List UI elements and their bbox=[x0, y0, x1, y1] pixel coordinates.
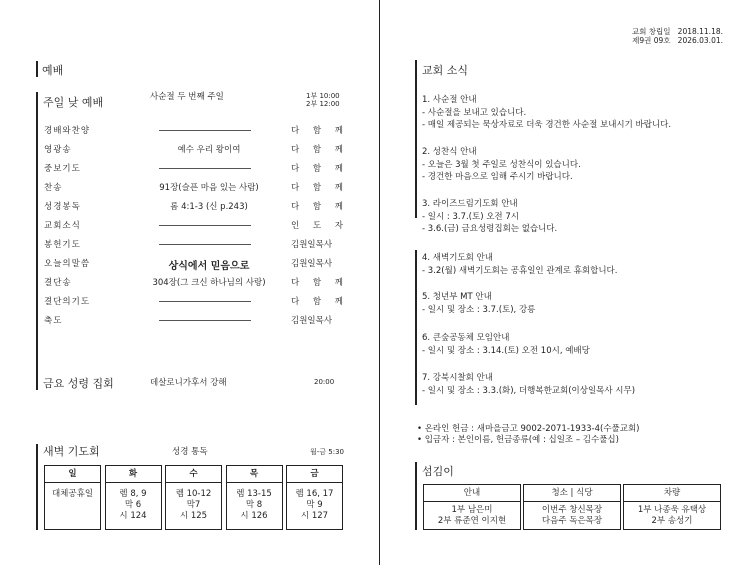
order-blank-line bbox=[159, 168, 251, 169]
section-bar bbox=[415, 60, 417, 218]
page-divider bbox=[379, 0, 380, 565]
day-header: 목 bbox=[227, 466, 282, 483]
order-label: 찬송 bbox=[44, 183, 63, 193]
day-header: 화 bbox=[106, 466, 161, 483]
server-line: 이번주 창신목장 bbox=[541, 505, 603, 515]
news-heading: 1. 사순절 안내 bbox=[422, 95, 477, 105]
news-item bbox=[422, 198, 557, 236]
dawn-day-cell bbox=[165, 465, 222, 530]
news-title: 교회 소식 bbox=[422, 64, 469, 77]
news-heading: 4. 새벽기도회 안내 bbox=[422, 253, 493, 263]
order-row bbox=[44, 200, 344, 214]
order-content: 상식에서 믿음으로 bbox=[168, 261, 250, 272]
order-label: 교회소식 bbox=[44, 221, 81, 231]
order-row bbox=[44, 162, 344, 176]
server-cell bbox=[523, 484, 621, 530]
dawn-subtitle: 성경 통독 bbox=[172, 447, 208, 457]
news-heading: 7. 강북시찰회 안내 bbox=[422, 373, 493, 383]
volume-number: 제9권 09호 bbox=[632, 36, 671, 45]
news-item bbox=[422, 146, 581, 184]
server-line: 2부 송성기 bbox=[651, 516, 693, 526]
news-line: - 일시 및 장소 : 3.14.(토) 오전 10시, 예배당 bbox=[422, 345, 590, 356]
order-content: 예수 우리 왕이여 bbox=[177, 145, 241, 155]
order-blank-line bbox=[159, 301, 251, 302]
order-label: 중보기도 bbox=[44, 164, 81, 174]
news-heading: 2. 성찬식 안내 bbox=[422, 147, 477, 157]
order-leader: 다 함 께 bbox=[291, 126, 343, 136]
order-row bbox=[44, 181, 344, 195]
order-blank-line bbox=[159, 244, 251, 245]
founded-date: 2018.11.18. bbox=[677, 27, 723, 36]
order-label: 결단의기도 bbox=[44, 297, 91, 307]
news-line: - 오늘은 3월 첫 주일로 성찬식이 있습니다. bbox=[422, 159, 581, 170]
order-row bbox=[44, 219, 344, 233]
news-line: - 일시 및 장소 : 3.3.(화), 더행복한교회(이상일목사 시무) bbox=[422, 385, 636, 396]
dawn-time: 월-금 5:30 bbox=[310, 448, 344, 456]
friday-title: 금요 성령 집회 bbox=[43, 377, 114, 390]
reading-line: 시 125 bbox=[179, 511, 208, 521]
news-line: - 매일 제공되는 묵상자료로 더욱 경건한 사순절 보내시기 바랍니다. bbox=[422, 120, 672, 130]
news-line: - 3.6.(금) 금요성령집회는 없습니다. bbox=[422, 224, 558, 234]
reading-line: 막 6 bbox=[124, 500, 142, 510]
order-content: 91장(슬픈 마음 있는 사람) bbox=[159, 183, 259, 193]
news-line: - 3.2(월) 새벽기도회는 공휴일인 관계로 휴회합니다. bbox=[422, 265, 618, 276]
order-row bbox=[44, 276, 344, 290]
news-item bbox=[422, 252, 617, 277]
reading-line: 렘 8, 9 bbox=[119, 489, 147, 499]
news-heading: 3. 라이즈드림기도회 안내 bbox=[422, 199, 518, 209]
news-line: - 경건한 마음으로 임해 주시기 바랍니다. bbox=[422, 172, 573, 182]
order-row bbox=[44, 295, 344, 309]
offering-depositor: • 입금자 : 본인이름, 헌금종류(예 : 십일조 – 김수풀십) bbox=[417, 435, 619, 445]
day-header: 수 bbox=[166, 466, 221, 483]
time-second: 2부 12:00 bbox=[306, 100, 340, 108]
server-line: 2부 류준연 이지현 bbox=[437, 516, 507, 526]
news-line: - 일시 : 3.7.(토) 오전 7시 bbox=[422, 211, 519, 222]
dawn-day-cell bbox=[226, 465, 283, 530]
section-bar bbox=[36, 61, 38, 77]
order-row bbox=[44, 314, 344, 328]
sunday-subtitle: 사순절 두 번째 주일 bbox=[150, 92, 224, 102]
order-row bbox=[44, 238, 344, 252]
news-line: - 일시 및 장소 : 3.7.(토), 강릉 bbox=[422, 304, 536, 315]
dawn-title: 새벽 기도회 bbox=[43, 445, 100, 458]
server-cell bbox=[423, 484, 521, 530]
reading-line: 막 8 bbox=[245, 500, 263, 510]
order-content: 롬 4:1-3 (신 p.243) bbox=[170, 202, 248, 212]
order-leader: 다 함 께 bbox=[291, 183, 343, 193]
server-cell bbox=[623, 484, 721, 530]
order-blank-line bbox=[159, 320, 251, 321]
offering-account: • 온라인 헌금 : 새마을금고 9002-2071-1933-4(수풀교회) bbox=[417, 424, 640, 434]
order-leader: 김원일목사 bbox=[291, 316, 333, 326]
friday-time: 20:00 bbox=[314, 378, 335, 386]
order-leader: 다 함 께 bbox=[291, 202, 343, 212]
order-row bbox=[44, 257, 344, 271]
sunday-worship-title: 주일 낮 예배 bbox=[43, 96, 104, 109]
news-item bbox=[422, 332, 590, 357]
friday-subtitle: 데살로니가후서 강해 bbox=[150, 378, 227, 388]
order-leader: 다 함 께 bbox=[291, 164, 343, 174]
dawn-day-cell bbox=[105, 465, 162, 530]
reading-line: 시 127 bbox=[300, 511, 329, 521]
server-header: 차량 bbox=[624, 485, 720, 502]
order-row bbox=[44, 143, 344, 157]
order-label: 성경봉독 bbox=[44, 202, 81, 212]
order-leader: 김원일목사 bbox=[291, 240, 333, 250]
reading-line: 렘 10-12 bbox=[175, 489, 212, 499]
reading-line: 막 9 bbox=[306, 500, 323, 510]
reading-line: 대체공휴일 bbox=[51, 489, 94, 499]
news-line: - 사순절을 보내고 있습니다. bbox=[422, 107, 527, 118]
dawn-day-cell bbox=[44, 465, 101, 530]
server-line: 다음주 독은목장 bbox=[541, 516, 603, 526]
server-line: 1부 남은미 bbox=[451, 505, 493, 515]
news-item bbox=[422, 94, 671, 132]
news-heading: 5. 청년부 MT 안내 bbox=[422, 292, 492, 302]
section-title-worship: 예배 bbox=[42, 64, 64, 77]
news-item bbox=[422, 372, 635, 397]
servers-title: 섬김이 bbox=[422, 465, 454, 478]
order-label: 영광송 bbox=[44, 145, 72, 155]
order-blank-line bbox=[159, 225, 251, 226]
news-item bbox=[422, 291, 535, 316]
server-header: 청소 | 식당 bbox=[524, 485, 620, 502]
order-label: 오늘의말씀 bbox=[44, 259, 91, 269]
server-header: 안내 bbox=[424, 485, 520, 502]
order-label: 봉헌기도 bbox=[44, 240, 81, 250]
dawn-day-cell bbox=[286, 465, 343, 530]
offering-info bbox=[417, 424, 639, 446]
section-bar bbox=[415, 462, 417, 530]
reading-line: 시 126 bbox=[240, 511, 268, 521]
order-label: 결단송 bbox=[44, 278, 72, 288]
reading-line: 막7 bbox=[186, 500, 201, 510]
bulletin-date: 2026.03.01. bbox=[677, 36, 723, 45]
order-leader: 다 함 께 bbox=[291, 278, 343, 288]
day-header: 일 bbox=[45, 466, 100, 483]
order-leader: 김원일목사 bbox=[291, 259, 333, 269]
day-header: 금 bbox=[287, 466, 342, 483]
founded-label: 교회 창립일 bbox=[631, 27, 671, 36]
reading-line: 렘 13-15 bbox=[236, 489, 272, 499]
section-bar bbox=[415, 250, 417, 405]
reading-line: 시 124 bbox=[119, 511, 147, 521]
order-label: 축도 bbox=[44, 316, 63, 326]
bulletin-info bbox=[632, 27, 723, 45]
section-bar bbox=[36, 373, 38, 390]
reading-line: 렘 16, 17 bbox=[295, 489, 334, 499]
server-line: 1부 나종욱 유택상 bbox=[637, 505, 707, 515]
order-leader: 인 도 자 bbox=[291, 221, 343, 231]
order-row bbox=[44, 124, 344, 138]
sunday-times bbox=[306, 92, 340, 108]
order-blank-line bbox=[159, 130, 251, 131]
order-content: 304장(그 크신 하나님의 사랑) bbox=[152, 278, 266, 288]
section-bar bbox=[36, 92, 38, 385]
news-heading: 6. 큰숲공동체 모임안내 bbox=[422, 333, 510, 343]
order-leader: 다 함 께 bbox=[291, 145, 343, 155]
time-first: 1부 10:00 bbox=[306, 92, 340, 100]
order-label: 경배와찬양 bbox=[44, 126, 91, 136]
order-leader: 다 함 께 bbox=[291, 297, 343, 307]
section-bar bbox=[36, 444, 38, 530]
